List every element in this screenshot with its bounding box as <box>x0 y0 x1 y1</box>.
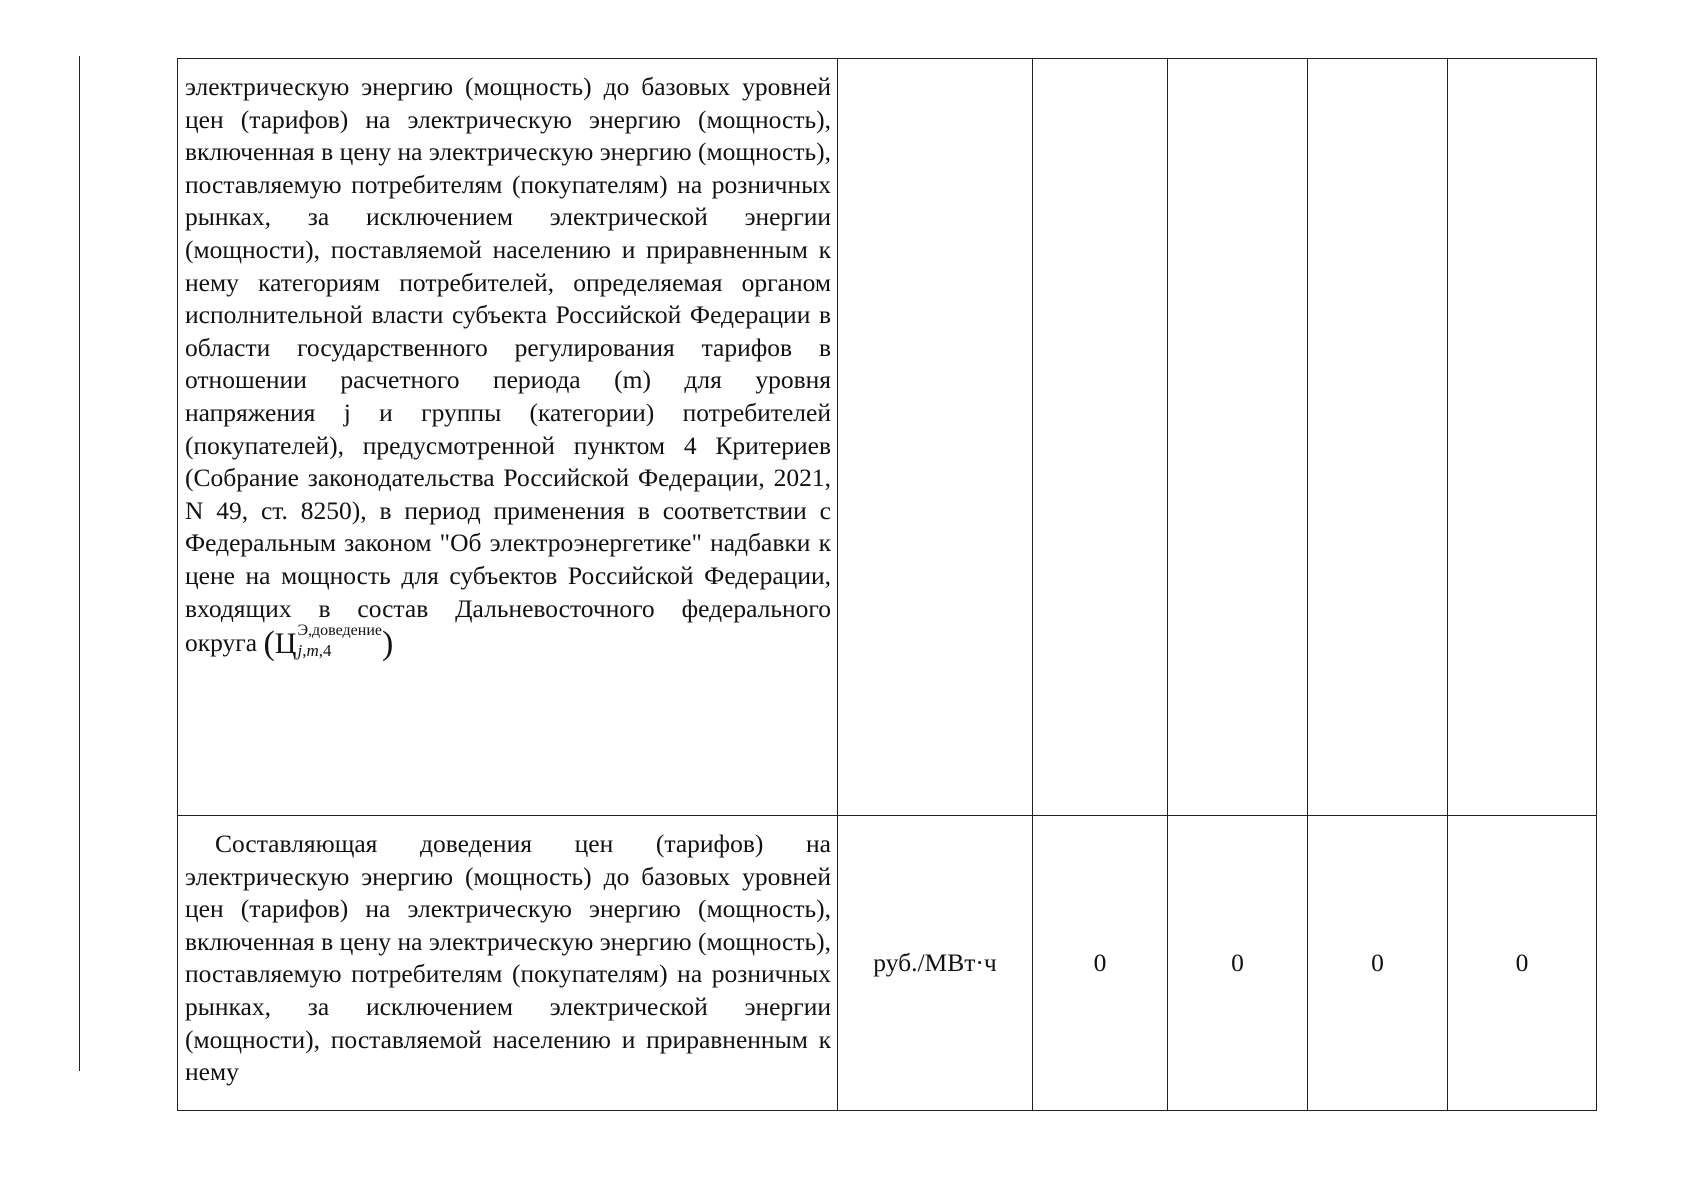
table-row <box>178 59 1597 816</box>
row2-description-text: Составляющая доведения цен (тарифов) на электрическую энергию (мощность) до базовых уровней цен (тарифов) на электрическую энергию (мощность), включенная в цену на электрическую энергию (мощность), поставляемую потребителям (покупателям) на розничных рынках, за исключением электрической энергии (мощности), поставляемой населению и приравненным к нему <box>185 829 831 1087</box>
row1-value-cell-4 <box>1448 59 1597 816</box>
formula-symbol: Ц <box>274 627 297 661</box>
formula-subscript <box>297 642 382 659</box>
row2-value-cell-4: 0 <box>1448 816 1597 1111</box>
row2-unit-cell: руб./МВт·ч <box>838 816 1033 1111</box>
row1-value-cell-3 <box>1308 59 1448 816</box>
row2-value-cell-2: 0 <box>1168 816 1308 1111</box>
row1-value-cell-1 <box>1033 59 1168 816</box>
row1-value-cell-2 <box>1168 59 1308 816</box>
formula-superscript: Э,доведение <box>297 622 382 640</box>
formula-sub-m: m <box>306 641 319 661</box>
formula-close-paren: ) <box>382 625 394 663</box>
row2-value-cell-1: 0 <box>1033 816 1168 1111</box>
formula-sub-num: 4 <box>322 641 332 661</box>
row1-unit-cell <box>838 59 1033 816</box>
row1-description-cell <box>178 59 838 816</box>
tariff-formula <box>185 622 394 663</box>
row2-value-cell-3: 0 <box>1308 816 1448 1111</box>
formula-open-paren: ( <box>263 625 275 663</box>
formula-sep-1: , <box>302 641 307 661</box>
row2-description-cell <box>178 816 838 1111</box>
table-row <box>178 816 1597 1111</box>
formula-sub-j: j <box>297 641 303 661</box>
row1-description-text: электрическую энергию (мощность) до базовых уровней цен (тарифов) на электрическую энергию (мощность), включенная в цену на электрическую энергию (мощность), поставляемую потребителям (покупателям) на розничных рынках, за исключением электрической энергии (мощности), поставляемой населению и приравненным к нему категориям потребителей, определяемая органом исполнительной власти субъекта Российской Федерации в области государственного регулирования тарифов в отношении расчетного периода (m) для уровня напряжения j и группы (категории) потребителей (покупателей), предусмотренной пунктом 4 Критериев (Собрание законодательства Российской Федерации, 2021, N 49, ст. 8250), в период применения в соответствии с Федеральным законом "Об электроэнергетике" надбавки к цене на мощность для субъектов Российской Федерации, входящих в состав Дальневосточного федерального <box>185 72 831 623</box>
row1-last-word: округа <box>185 628 258 658</box>
tariff-table <box>177 58 1597 1111</box>
formula-scripts <box>297 623 382 659</box>
page-margin-line <box>79 56 80 1071</box>
formula-sep-2: , <box>318 641 323 661</box>
